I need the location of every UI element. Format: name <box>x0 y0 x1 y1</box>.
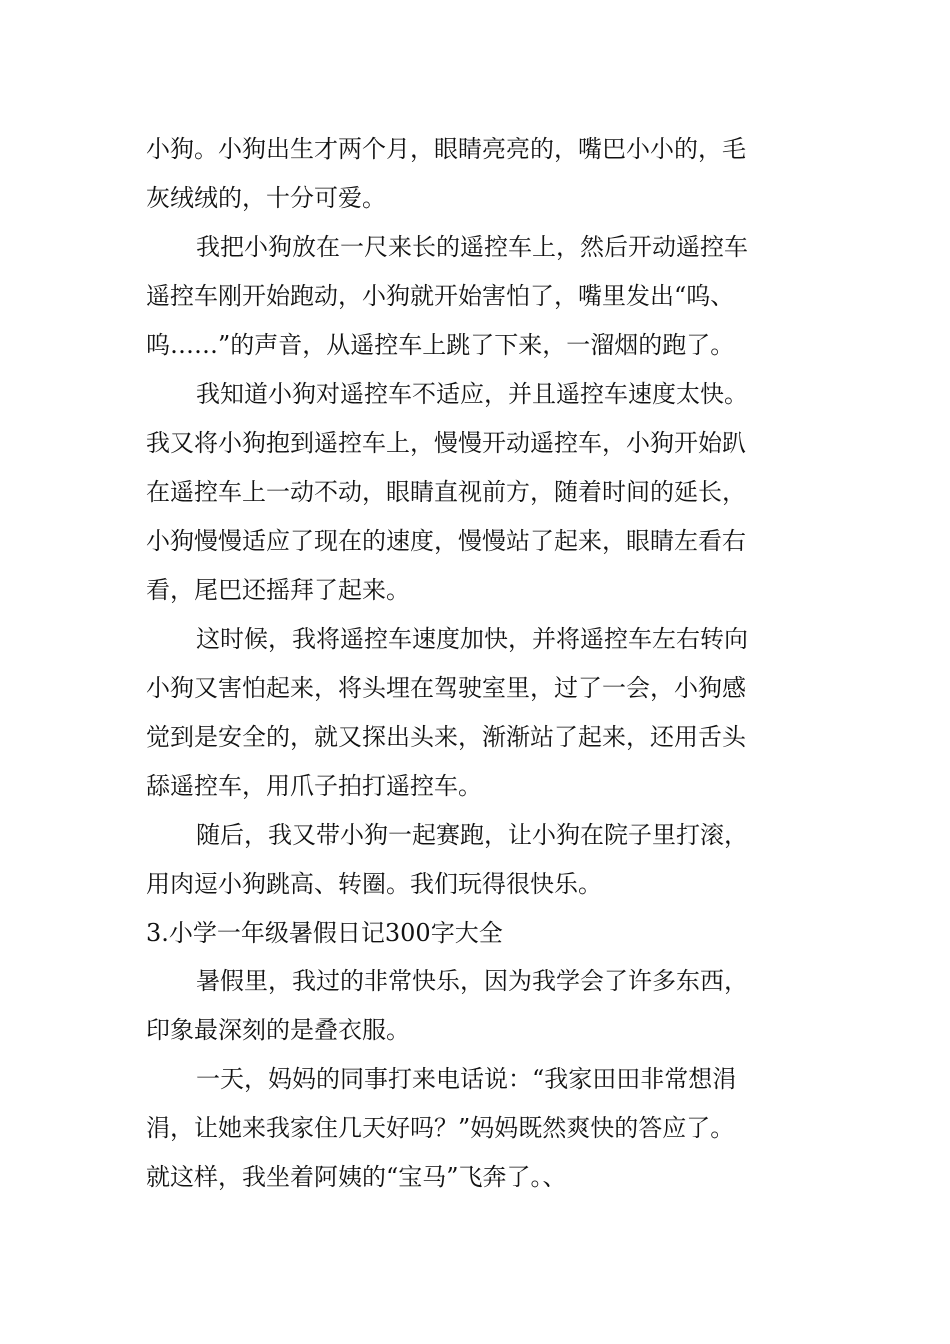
text-line: 我又将小狗抱到遥控车上，慢慢开动遥控车，小狗开始趴 <box>146 429 746 457</box>
text-line: 觉到是安全的，就又探出头来，渐渐站了起来，还用舌头 <box>146 723 746 751</box>
text-line: 灰绒绒的，十分可爱。 <box>146 184 386 212</box>
paragraph-start-line: 我把小狗放在一尺来长的遥控车上，然后开动遥控车 <box>196 233 748 261</box>
text-line: 呜……”的声音，从遥控车上跳了下来，一溜烟的跑了。 <box>146 331 735 359</box>
text-line: 小狗。小狗出生才两个月，眼睛亮亮的，嘴巴小小的，毛 <box>146 135 746 163</box>
paragraph-start-line: 我知道小狗对遥控车不适应，并且遥控车速度太快。 <box>196 380 748 408</box>
text-line: 在遥控车上一动不动，眼睛直视前方，随着时间的延长， <box>146 478 746 506</box>
text-line: 就这样，我坐着阿姨的“宝马”飞奔了。、 <box>146 1163 567 1191</box>
paragraph-start-line: 暑假里，我过的非常快乐，因为我学会了许多东西， <box>196 967 748 995</box>
text-line: 看，尾巴还摇拜了起来。 <box>146 576 410 604</box>
section-heading: 3.小学一年级暑假日记300字大全 <box>146 919 503 947</box>
text-line: 印象最深刻的是叠衣服。 <box>146 1016 410 1044</box>
document-body <box>146 125 811 1202</box>
text-line: 涓，让她来我家住几天好吗？”妈妈既然爽快的答应了。 <box>146 1114 735 1142</box>
paragraph-start-line: 这时候，我将遥控车速度加快，并将遥控车左右转向 <box>196 625 748 653</box>
text-line: 舔遥控车，用爪子拍打遥控车。 <box>146 772 482 800</box>
paragraph-start-line: 一天，妈妈的同事打来电话说：“我家田田非常想涓 <box>196 1065 737 1093</box>
text-line: 小狗慢慢适应了现在的速度，慢慢站了起来，眼睛左看右 <box>146 527 746 555</box>
text-line: 用肉逗小狗跳高、转圈。我们玩得很快乐。 <box>146 870 602 898</box>
paragraph-start-line: 随后，我又带小狗一起赛跑，让小狗在院子里打滚， <box>196 821 748 849</box>
text-line: 小狗又害怕起来，将头埋在驾驶室里，过了一会，小狗感 <box>146 674 746 702</box>
text-line: 遥控车刚开始跑动，小狗就开始害怕了，嘴里发出“呜、 <box>146 282 735 310</box>
